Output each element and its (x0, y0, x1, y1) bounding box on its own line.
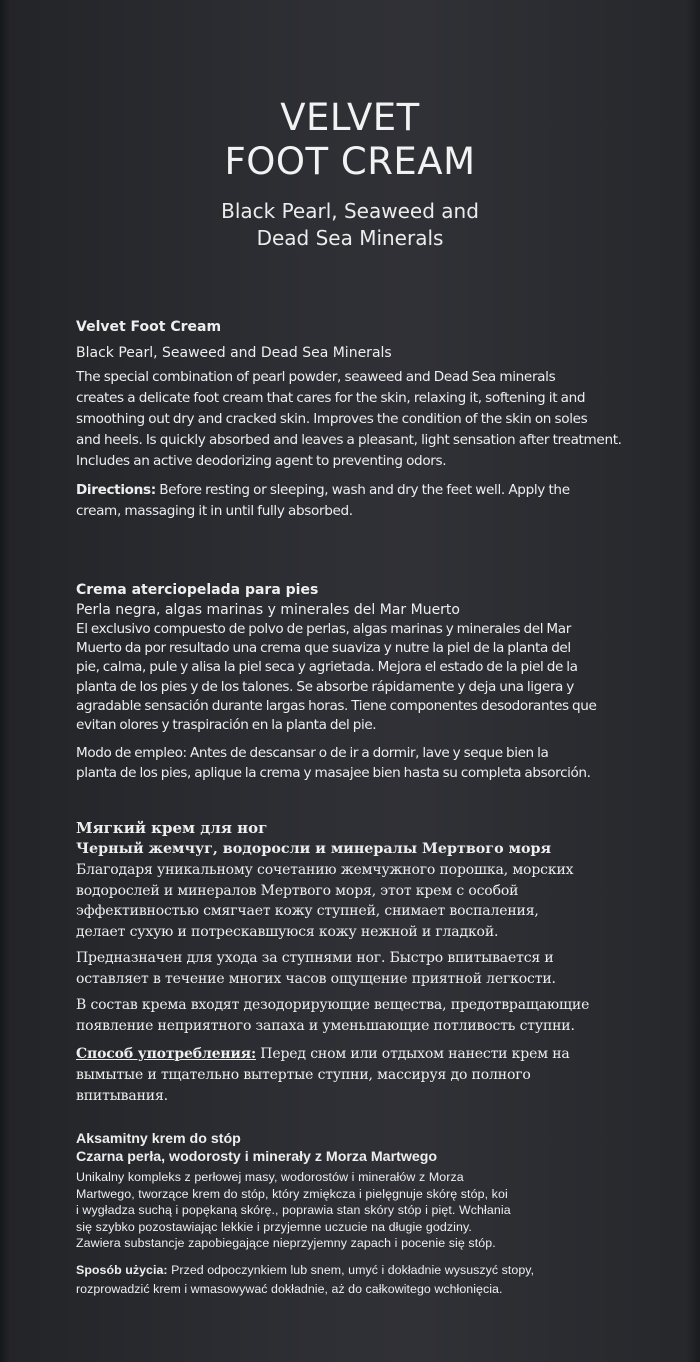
polish-description-line: Zawiera substancje zapobiegające nieprzyjemny zapach i pocenie się stóp. (76, 1236, 496, 1250)
spanish-description-line: planta de los pies y de los talones. Se absorbe rápidamente y deja una ligera y (76, 678, 574, 695)
product-subtitle-line-2: Dead Sea Minerals (256, 226, 444, 250)
product-title-line-1: VELVET (280, 96, 420, 139)
polish-description (76, 1169, 626, 1252)
english-subheading: Black Pearl, Seaweed and Dead Sea Minerals (76, 345, 392, 361)
polish-directions-line (76, 1261, 626, 1280)
spanish-description-line: pie, calma, pule y alisa la piel seca y agrietada. Mejora el estado de la piel de la (76, 659, 578, 676)
english-directions-line: cream, massaging it in until fully absorbed. (76, 503, 353, 519)
polish-subheading: Czarna perła, wodorosty i minerały z Morza Martwego (76, 1149, 438, 1165)
russian-description-line: Благодаря уникальному сочетанию жемчужного порошка, морских (76, 862, 574, 878)
spanish-directions (76, 743, 626, 783)
product-subtitle (0, 198, 700, 252)
russian-directions-line (76, 1044, 626, 1065)
russian-heading: Мягкий крем для ног (76, 819, 268, 837)
polish-description-line: i wygładza suchą i popękaną skórę., poprawia stan skóry stóp i pięt. Wchłania (76, 1203, 511, 1217)
russian-directions-line: впитывания. (76, 1088, 168, 1104)
spanish-directions-line (76, 743, 626, 763)
spanish-section (76, 580, 626, 783)
russian-subheading: Черный жемчуг, водоросли и минералы Мертвого моря (76, 841, 552, 857)
product-title (0, 96, 700, 184)
polish-section (76, 1130, 626, 1299)
product-subtitle-line-1: Black Pearl, Seaweed and (221, 199, 479, 223)
polish-heading: Aksamitny krem do stóp (76, 1131, 241, 1147)
russian-paragraph-line: появление неприятного запаха и уменьшающие потливость ступни. (76, 1017, 575, 1034)
english-heading: Velvet Foot Cream (76, 319, 222, 335)
russian-paragraph-line: Предназначен для ухода за ступнями ног. Быстро впитывается и (76, 950, 554, 966)
spanish-description-line: agradable sensación durante largas horas. Tiene componentes desodorantes que (76, 697, 597, 714)
spanish-description-line: evitan olores y traspiración en la planta del pie. (76, 717, 377, 734)
russian-directions-label: Способ употребления: (76, 1046, 256, 1062)
english-description-line: creates a delicate foot cream that cares for the skin, relaxing it, softening it and (76, 390, 586, 406)
russian-paragraph-line: оставляет в течение многих часов ощущение приятной легкости. (76, 970, 556, 987)
russian-description-line: водорослей и минералов Мертвого моря, этот крем с особой (76, 882, 519, 899)
russian-directions (76, 1044, 626, 1107)
english-description-line: The special combination of pearl powder, seaweed and Dead Sea minerals (76, 369, 556, 385)
spanish-directions-line: planta de los pies, aplique la crema y masajee bien hasta su completa absorción. (76, 765, 591, 782)
spanish-description (76, 620, 626, 735)
spanish-directions-text: Antes de descansar o de ir a dormir, lave y seque bien la (186, 745, 549, 762)
polish-description-line: się szybko pozostawiając lekkie i przyjemne uczucie na długie godziny. (76, 1219, 472, 1234)
polish-description-line: Martwego, tworzące krem do stóp, który zmiękcza i pielęgnuje skórę stóp, koi (76, 1186, 508, 1201)
english-description-line: and heels. Is quickly absorbed and leaves a pleasant, light sensation after treatment. (76, 432, 622, 448)
spanish-description-line: El exclusivo compuesto de polvo de perlas, algas marinas y minerales del Mar (76, 621, 571, 637)
russian-paragraph-2 (76, 948, 626, 989)
english-section (76, 316, 626, 522)
polish-directions-label: Sposób użycia: (76, 1262, 168, 1277)
english-directions-line (76, 480, 626, 501)
polish-directions-text: Przed odpoczynkiem lub snem, umyć i dokładnie wysuszyć stopy, (167, 1262, 535, 1277)
english-directions-label: Directions: (76, 482, 156, 498)
russian-paragraph-line: В состав крема входят дезодорирующие вещества, предотвращающие (76, 997, 590, 1013)
russian-description-line: эффективностью смягчает кожу ступней, снимает воспаления, (76, 903, 539, 919)
russian-section (76, 819, 626, 1107)
polish-directions (76, 1261, 626, 1299)
english-description (76, 367, 626, 472)
spanish-heading: Crema aterciopelada para pies (76, 582, 319, 598)
russian-directions-line: вымытые и тщательно вытертые ступни, массируя до полного (76, 1067, 531, 1083)
english-description-line: smoothing out dry and cracked skin. Improves the condition of the skin on soles (76, 411, 588, 427)
russian-paragraph-3 (76, 995, 626, 1036)
russian-description (76, 860, 626, 942)
english-directions-text: Before resting or sleeping, wash and dry the feet well. Apply the (155, 482, 570, 498)
spanish-subheading: Perla negra, algas marinas y minerales del Mar Muerto (76, 602, 460, 618)
polish-directions-line: rozprowadzić krem i wmasowywać dokładnie, aż do całkowitego wchłonięcia. (76, 1281, 503, 1296)
product-title-line-2: FOOT CREAM (224, 140, 476, 183)
russian-description-line: делает сухую и потрескавшуюся кожу нежной и гладкой. (76, 923, 499, 940)
spanish-directions-label: Modo de empleo: (76, 745, 187, 762)
english-description-line: Includes an active deodorizing agent to preventing odors. (76, 453, 447, 469)
russian-directions-text: Перед сном или отдыхом нанести крем на (255, 1046, 570, 1062)
polish-description-line: Unikalny kompleks z perłowej masy, wodorostów i minerałów z Morza (76, 1170, 464, 1184)
spanish-description-line: Muerto da por resultado una crema que suaviza y nutre la piel de la planta del (76, 640, 571, 657)
english-directions (76, 480, 626, 522)
